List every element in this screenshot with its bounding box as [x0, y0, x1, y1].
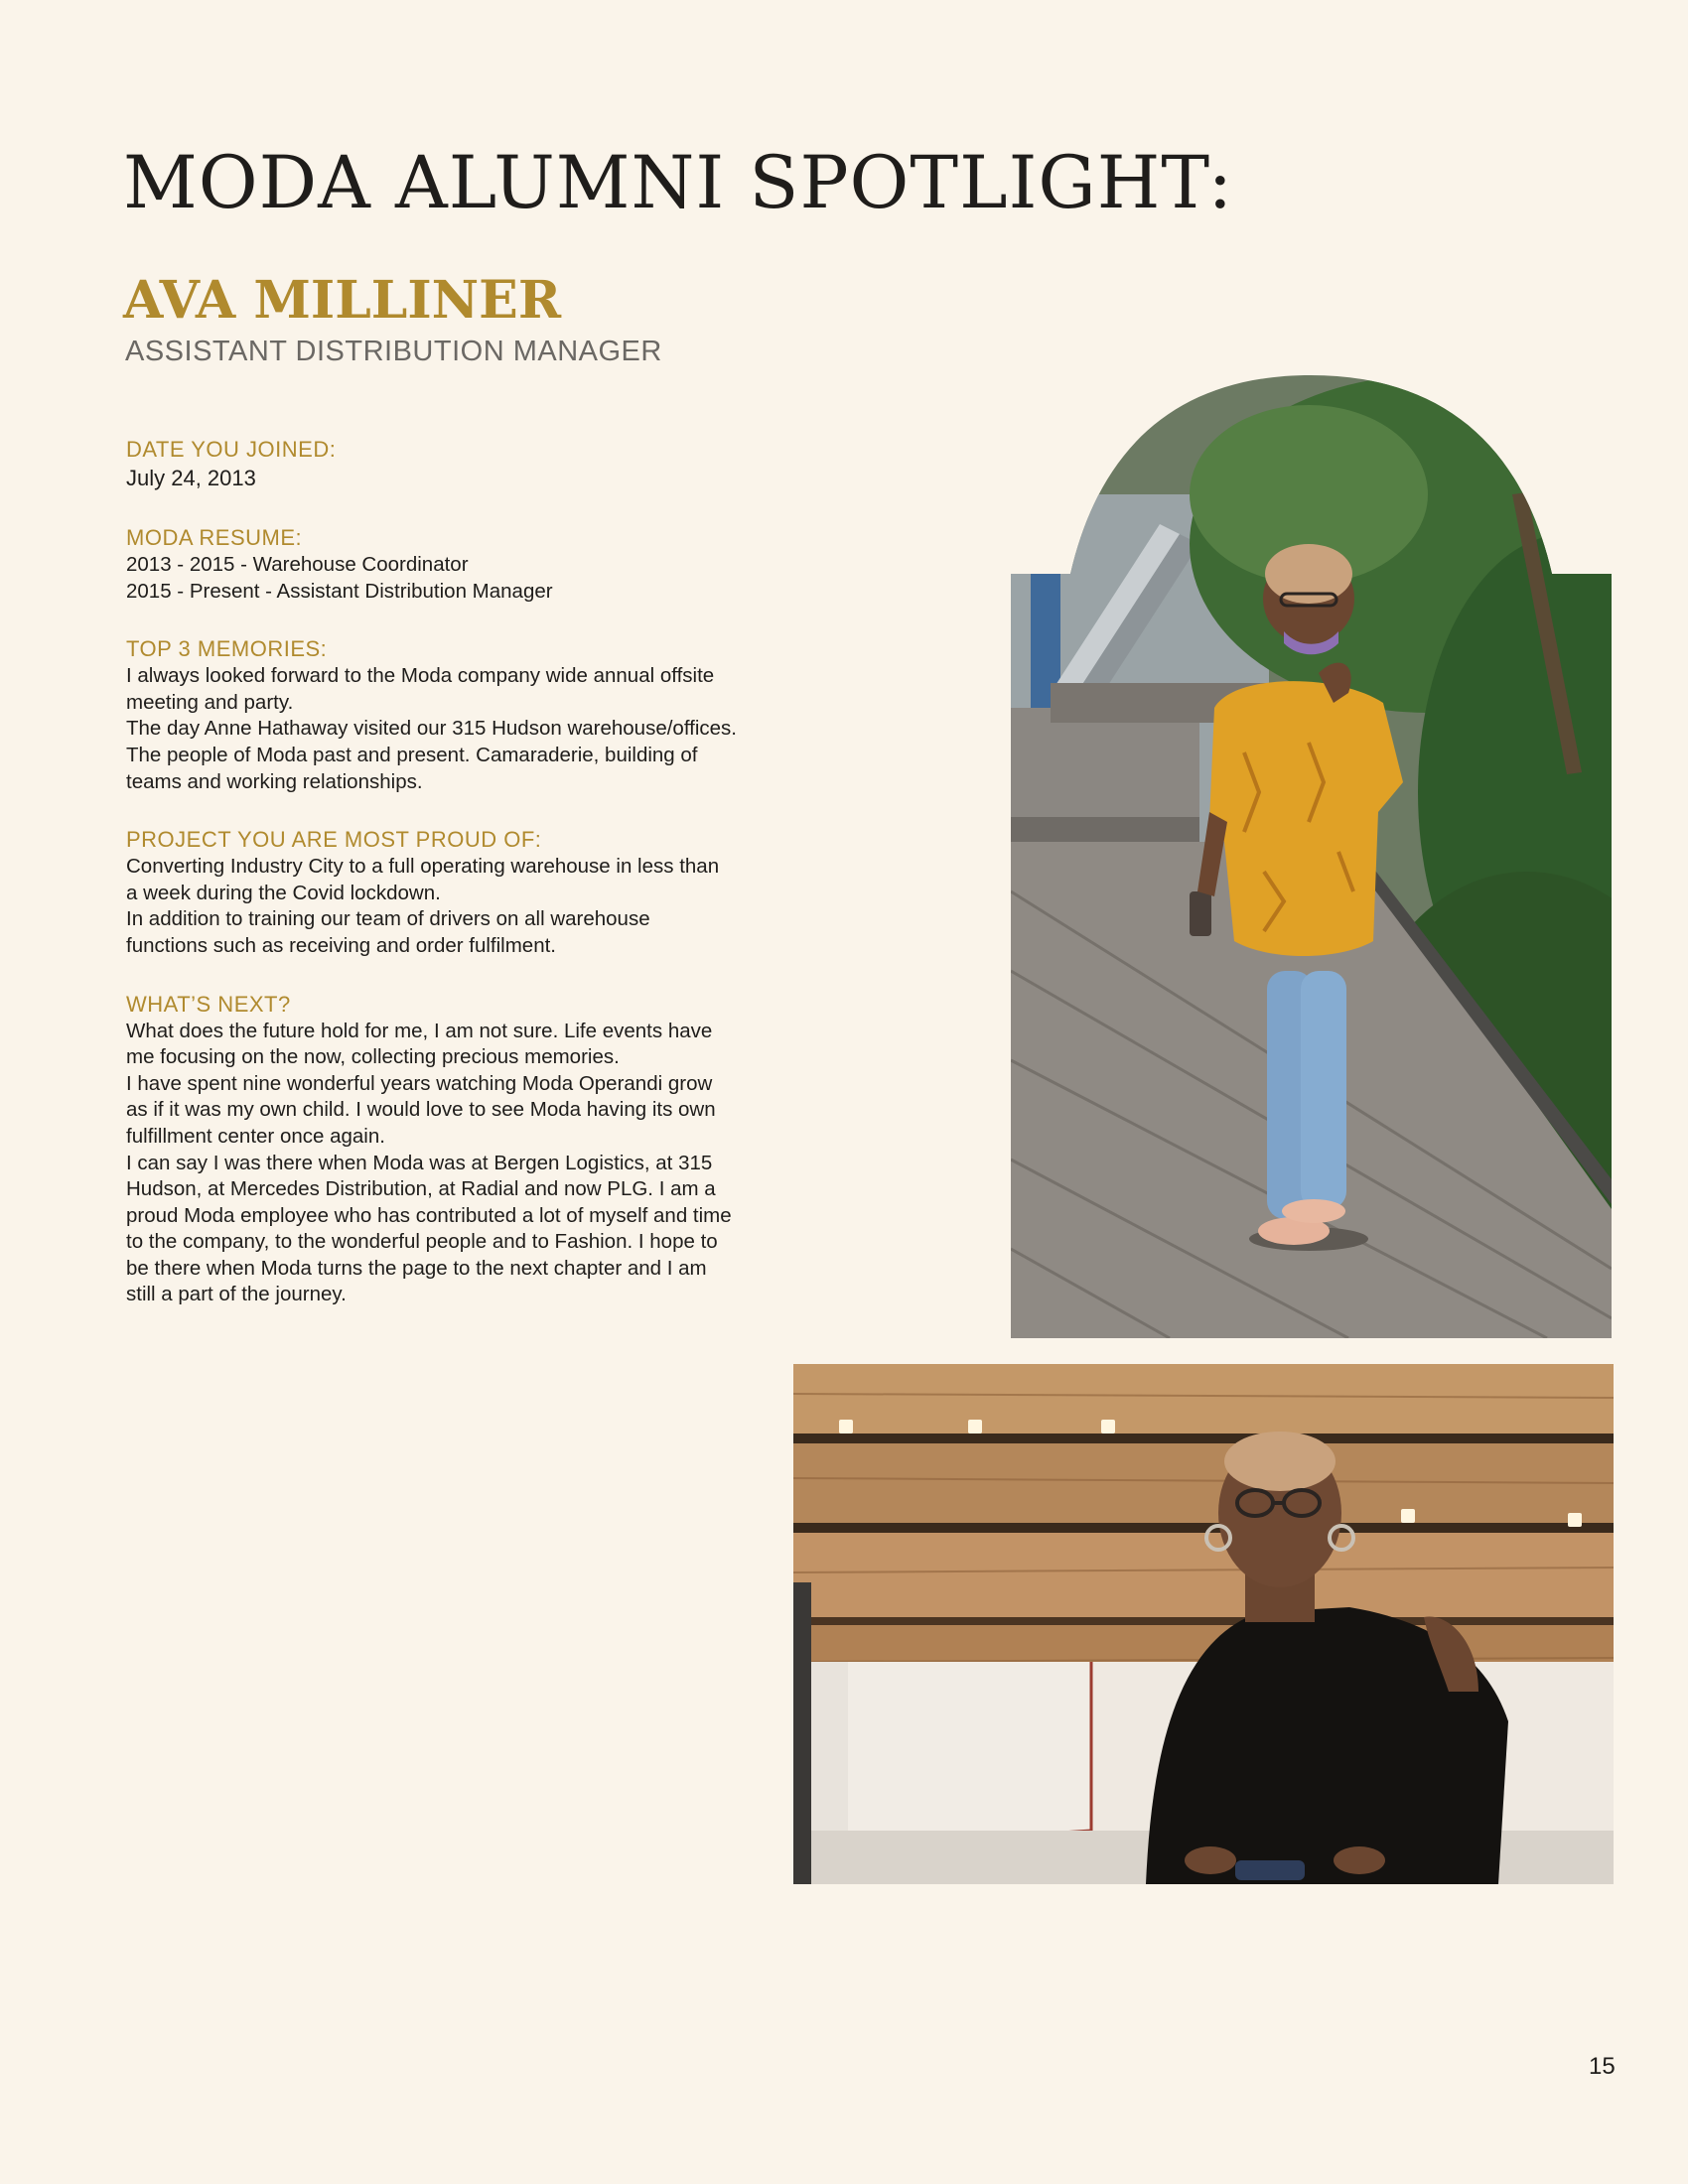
project-line: functions such as receiving and order fulfilment.: [126, 933, 557, 957]
memories-line: teams and working relationships.: [126, 769, 423, 793]
person-name: AVA MILLINER: [123, 270, 562, 331]
project-line: In addition to training our team of drivers on all warehouse: [126, 907, 650, 931]
next-line: I can say I was there when Moda was at Bergen Logistics, at 315: [126, 1151, 713, 1174]
section-heading: WHAT’S NEXT?: [126, 991, 291, 1017]
next-line: still a part of the journey.: [126, 1283, 347, 1306]
next-line: be there when Moda turns the page to the next chapter and I am: [126, 1256, 707, 1280]
section-date-joined: [126, 435, 801, 493]
person-role: ASSISTANT DISTRIBUTION MANAGER: [125, 336, 662, 367]
next-line: proud Moda employee who has contributed a lot of myself and time: [126, 1203, 732, 1227]
boardwalk-photo-illustration: [1011, 375, 1612, 1338]
project-line: a week during the Covid lockdown.: [126, 881, 441, 904]
memories-line: meeting and party.: [126, 690, 294, 714]
memories-line: I always looked forward to the Moda company wide annual offsite: [126, 664, 715, 688]
section-memories: [126, 634, 801, 795]
next-line: What does the future hold for me, I am not sure. Life events have: [126, 1019, 713, 1042]
memories-line: The people of Moda past and present. Camaraderie, building of: [126, 743, 698, 766]
profile-content: [126, 435, 801, 1338]
page-title: MODA ALUMNI SPOTLIGHT:: [123, 141, 1234, 225]
next-line: fulfillment center once again.: [126, 1124, 385, 1148]
next-line: to the company, to the wonderful people and to Fashion. I hope to: [126, 1230, 718, 1254]
memories-line: The day Anne Hathaway visited our 315 Hudson warehouse/offices.: [126, 717, 737, 741]
sofa-photo-illustration: [793, 1364, 1614, 1884]
next-line: I have spent nine wonderful years watching Moda Operandi grow: [126, 1071, 713, 1095]
photo-boardwalk-portrait: [1011, 375, 1612, 1338]
date-joined-value: July 24, 2013: [126, 466, 256, 490]
next-line: Hudson, at Mercedes Distribution, at Radial and now PLG. I am a: [126, 1177, 716, 1201]
section-heading: PROJECT YOU ARE MOST PROUD OF:: [126, 827, 542, 853]
next-line: me focusing on the now, collecting precious memories.: [126, 1045, 620, 1069]
next-line: as if it was my own child. I would love to see Moda having its own: [126, 1098, 716, 1122]
section-resume: [126, 523, 801, 605]
page-number: 15: [1589, 2053, 1616, 2080]
photo-seated-portrait: [793, 1364, 1614, 1884]
resume-line: 2015 - Present - Assistant Distribution Manager: [126, 579, 553, 603]
section-heading: TOP 3 MEMORIES:: [126, 636, 328, 662]
section-project: [126, 825, 801, 959]
section-whats-next: [126, 990, 801, 1309]
resume-line: 2013 - 2015 - Warehouse Coordinator: [126, 553, 469, 576]
project-line: Converting Industry City to a full operating warehouse in less than: [126, 855, 720, 879]
section-heading: DATE YOU JOINED:: [126, 437, 337, 462]
section-heading: MODA RESUME:: [126, 525, 303, 550]
